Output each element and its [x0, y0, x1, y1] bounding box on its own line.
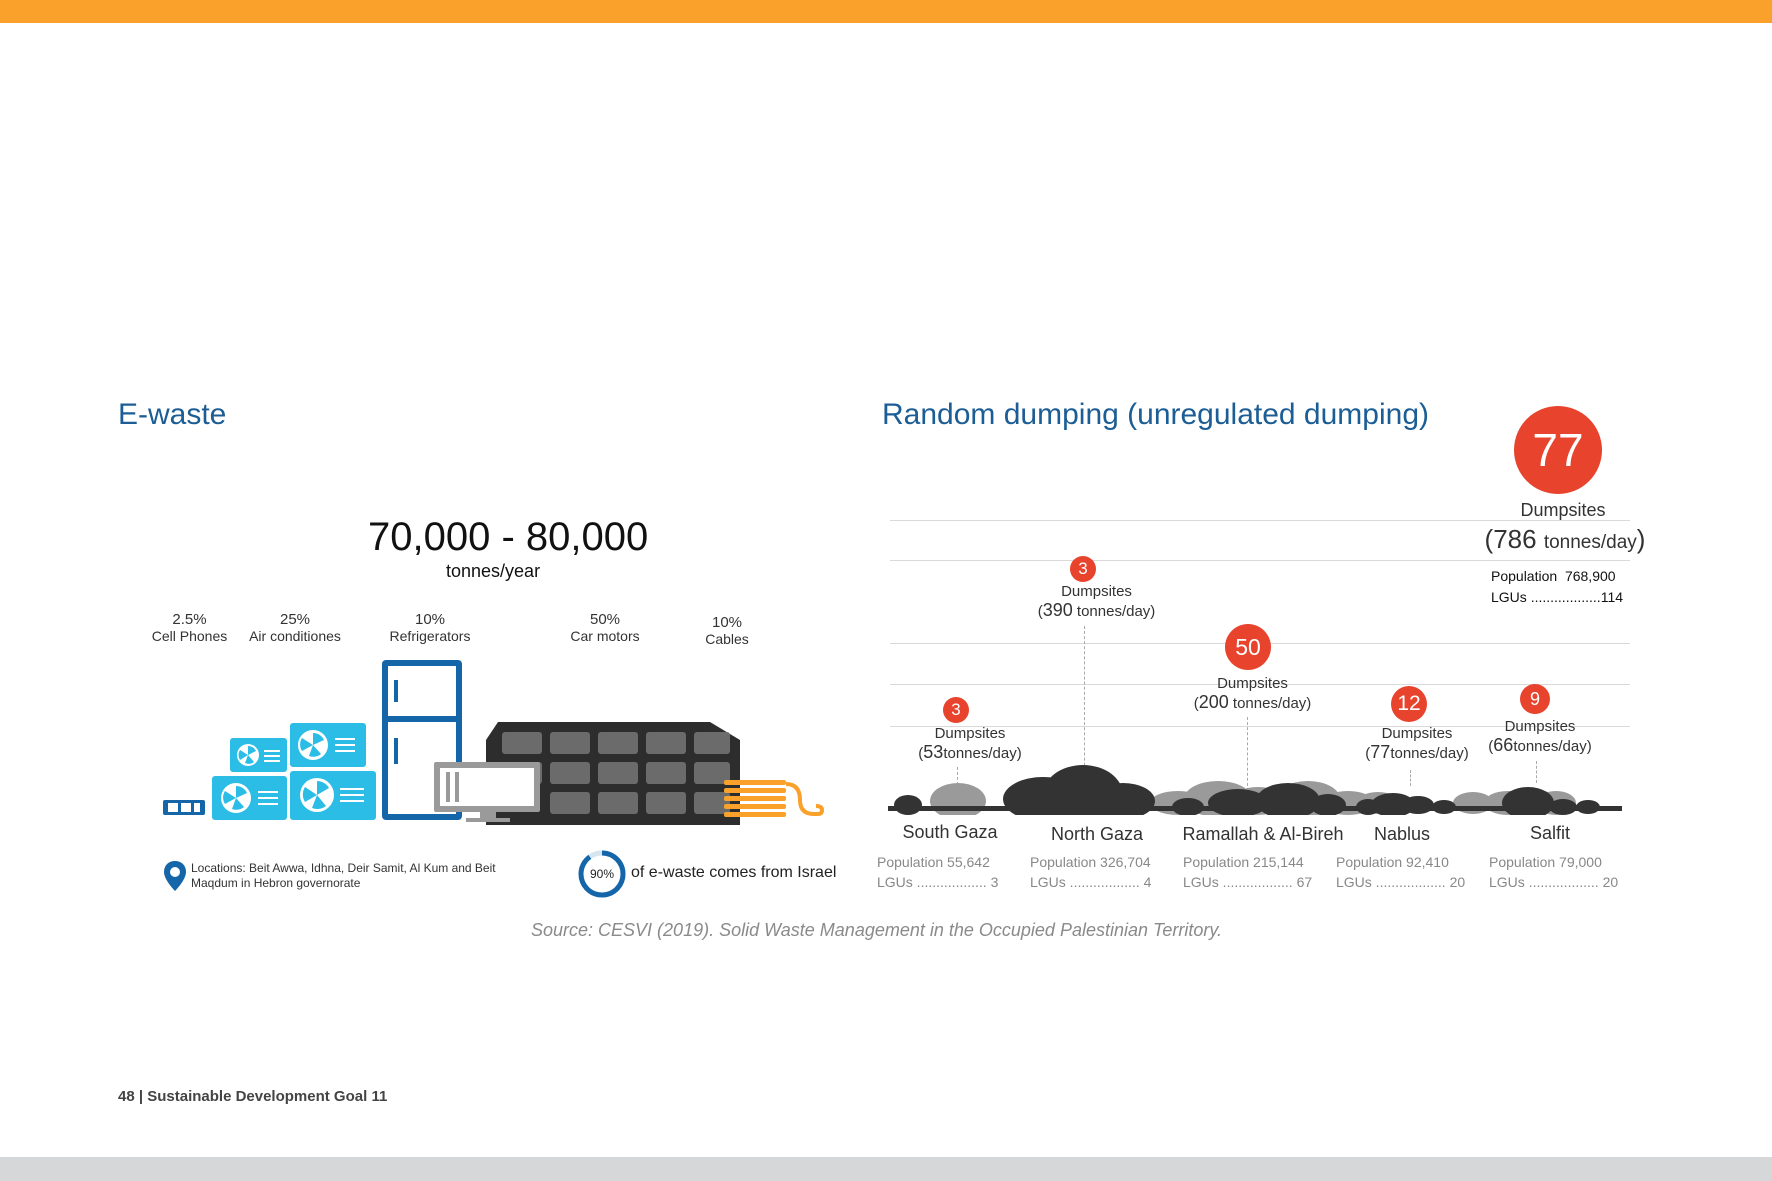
dumpsites-badge-ramallah: 50: [1225, 624, 1271, 670]
category-pct: 25%: [279, 611, 311, 628]
total-lgus: [1491, 587, 1623, 608]
tonnes-value: 66: [1493, 735, 1514, 755]
cell-phone-icon: [163, 800, 205, 815]
category-label: Cell Phones: [151, 628, 228, 644]
region-name-nablus: Nablus: [1373, 824, 1431, 844]
region-population: Population 92,410: [1336, 854, 1449, 870]
region-population: Population 326,704: [1030, 854, 1151, 870]
ewaste-illustration: [150, 650, 830, 825]
tonnes-unit: tonnes/day: [1232, 695, 1307, 712]
category-pct: 50%: [589, 611, 621, 628]
gridline: [890, 520, 1630, 521]
region-info-south-gaza: [877, 852, 998, 892]
total-dumpsites-label: Dumpsites: [1520, 500, 1606, 520]
waste-piles: [888, 755, 1622, 815]
dumpsites-label-south-gaza: Dumpsites (53tonnes/day): [900, 725, 1040, 763]
region-lgus: LGUs .................. 20: [1336, 874, 1466, 890]
dumpsites-label: Dumpsites: [934, 725, 1006, 742]
category-label: Car motors: [570, 628, 640, 644]
gridline: [890, 560, 1630, 561]
dumping-title: Random dumping (unregulated dumping): [882, 398, 1430, 431]
category-label: Cables: [705, 631, 749, 647]
israel-share-donut: [577, 849, 627, 899]
ewaste-title: E-waste: [118, 398, 227, 431]
tonnes-unit: tonnes/day: [943, 745, 1017, 762]
tonnes-value: 77: [1370, 742, 1391, 762]
region-lgus: LGUs .................. 20: [1489, 874, 1619, 890]
region-population: Population 79,000: [1489, 854, 1602, 870]
dumpsites-badge-south-gaza: 3: [943, 697, 969, 723]
region-info-salfit: [1489, 852, 1618, 892]
category-pct: 2.5%: [172, 611, 207, 628]
total-population-value: 768,900: [1564, 568, 1616, 584]
locations-note: Locations: Beit Awwa, Idhna, Deir Samit, Al Kum and Beit Maqdum in Hebron governorate: [191, 861, 496, 890]
region-name-salfit: Salfit: [1529, 823, 1571, 843]
region-info-ramallah: [1183, 852, 1312, 892]
category-pct: 10%: [711, 614, 743, 631]
source-citation: Source: CESVI (2019). Solid Waste Management in the Occupied Palestinian Territory.: [531, 920, 1223, 940]
category-refrigerators: [375, 612, 485, 644]
category-cables: [692, 615, 762, 647]
dumpsites-label: Dumpsites: [1504, 718, 1576, 735]
location-pin-icon: [163, 860, 187, 892]
region-lgus: LGUs .................. 67: [1183, 874, 1313, 890]
region-name-south-gaza: South Gaza: [902, 822, 998, 842]
total-tonnes: (786 tonnes/day): [1484, 524, 1646, 554]
ewaste-total: 70,000 - 80,000: [368, 515, 649, 559]
category-car-motors: [555, 612, 655, 644]
bottom-bar: [0, 1157, 1772, 1181]
tonnes-unit: tonnes/day: [1513, 738, 1587, 755]
dumpsites-label-north-gaza: Dumpsites (390 tonnes/day): [1024, 583, 1169, 621]
lgus-label: LGUs: [1491, 589, 1527, 605]
dumpsites-label: Dumpsites: [1381, 725, 1453, 742]
region-name-ramallah: Ramallah & Al-Bireh: [1182, 824, 1344, 844]
region-lgus: LGUs .................. 3: [877, 874, 999, 890]
tonnes-value: 200: [1198, 692, 1229, 712]
dumpsites-label-salfit: Dumpsites (66tonnes/day): [1480, 718, 1600, 756]
dumpsites-label: Dumpsites: [1217, 675, 1288, 692]
tonnes-value: 53: [923, 742, 944, 762]
category-cell-phones: [142, 612, 237, 644]
israel-share-text: of e-waste comes from Israel: [631, 864, 837, 881]
tonnes-unit: tonnes/day: [1076, 603, 1151, 620]
top-accent-bar: [0, 0, 1772, 23]
category-label: Refrigerators: [389, 628, 471, 644]
ewaste-unit: tonnes/year: [446, 561, 541, 581]
category-pct: 10%: [414, 611, 446, 628]
region-lgus: LGUs .................. 4: [1030, 874, 1152, 890]
category-air-conditioners: [240, 612, 350, 644]
region-info-north-gaza: [1030, 852, 1151, 892]
dumpsites-label: Dumpsites: [1061, 583, 1132, 600]
total-population: [1491, 566, 1616, 587]
total-lgus-value: ..................114: [1530, 589, 1624, 605]
region-name-north-gaza: North Gaza: [1050, 824, 1144, 844]
israel-share-badge: 90%: [589, 867, 615, 881]
total-tonnes-value: 786: [1493, 524, 1537, 554]
page-footer: 48 | Sustainable Development Goal 11: [118, 1088, 388, 1105]
dumpsites-badge-nablus: 12: [1391, 686, 1427, 722]
baseline: [888, 806, 1622, 811]
total-tonnes-unit: tonnes/day: [1543, 532, 1637, 553]
dumpsites-badge-north-gaza: 3: [1070, 556, 1096, 582]
region-population: Population 215,144: [1183, 854, 1304, 870]
region-population: Population 55,642: [877, 854, 990, 870]
category-label: Air conditiones: [249, 628, 341, 644]
dumpsites-badge-salfit: 9: [1520, 684, 1550, 714]
tonnes-value: 390: [1042, 600, 1073, 620]
region-info-nablus: [1336, 852, 1465, 892]
total-dumpsites-badge: 77: [1514, 406, 1602, 494]
dumpsites-label-nablus: Dumpsites (77tonnes/day): [1352, 725, 1482, 763]
tonnes-unit: tonnes/day: [1390, 745, 1464, 762]
population-label: Population: [1491, 568, 1558, 584]
dumpsites-label-ramallah: Dumpsites (200 tonnes/day): [1180, 675, 1325, 713]
